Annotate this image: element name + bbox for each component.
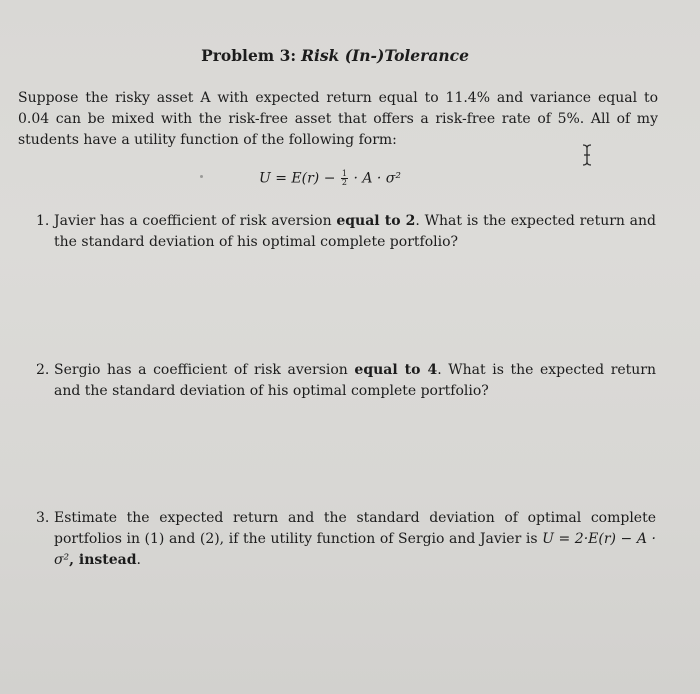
equation-rhs: · A · σ²: [349, 170, 401, 187]
question-text-part: .: [136, 552, 141, 568]
equation-fraction: [341, 170, 348, 187]
question-1: [36, 211, 656, 253]
question-text: [54, 211, 656, 253]
question-bold-part: , instead: [69, 552, 137, 568]
question-text-part: Estimate the expected return and the standard deviation of optimal complete portfolios in (1) and (2), if the utility function of Sergio and Javier is: [54, 510, 656, 547]
question-text-part: Javier has a coefficient of risk aversion: [54, 213, 337, 229]
question-number: 3.: [36, 510, 50, 526]
fraction-numerator: 1: [341, 169, 347, 178]
question-text: [54, 508, 656, 571]
question-number: 2.: [36, 362, 50, 378]
intro-paragraph: Suppose the risky asset A with expected return equal to 11.4% and variance equal to 0.04 can be mixed with the risk-free asset that offers a risk-free rate of 5%. All of my students have a utility function of the following form:: [18, 90, 658, 148]
question-text-part: Sergio has a coefficient of risk aversion: [54, 362, 355, 378]
utility-equation: [0, 170, 660, 187]
problem-title: [0, 46, 670, 65]
equation-lhs: U = E(r) −: [259, 170, 340, 187]
question-text-part: . What is the expected return and the standard deviation of his optimal complete portfolio?: [54, 362, 657, 399]
fraction-denominator: 2: [341, 178, 347, 187]
title-topic: Risk (In-)Tolerance: [301, 46, 469, 65]
question-text: [54, 360, 656, 402]
question-formula: U = 2·E(r) − A · σ²: [54, 531, 657, 568]
question-2: [36, 360, 656, 402]
question-bold-part: equal to 4: [354, 362, 438, 378]
question-bold-part: equal to 2: [336, 213, 416, 229]
text-cursor-icon: [581, 144, 593, 166]
question-number: 1.: [36, 213, 50, 229]
title-prefix: Problem 3:: [201, 46, 297, 65]
question-3: [36, 508, 656, 571]
question-text-part: . What is the expected return and the standard deviation of his optimal complete portfolio?: [54, 213, 656, 250]
